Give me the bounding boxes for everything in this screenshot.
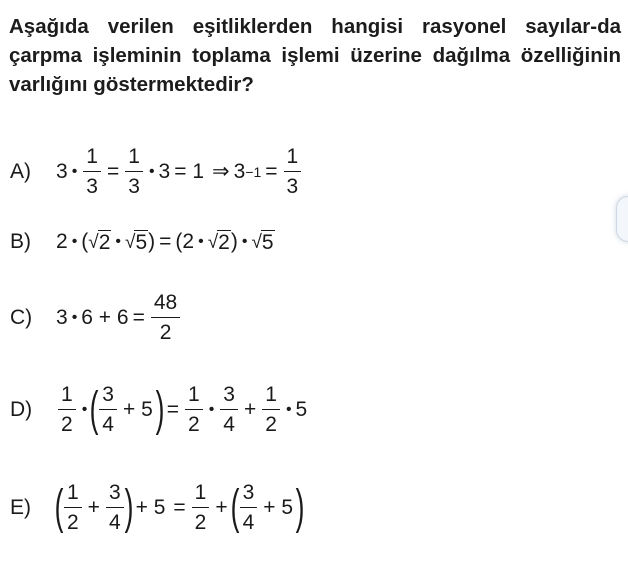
fraction: $\frac{3}{4}$ xyxy=(106,482,124,533)
option-letter: A) xyxy=(10,159,31,183)
option-e-expression: ( $\frac{1}{2}$ + $\frac{3}{4}$ ) + 5 = $\frac{1}{2}$ + ( $\frac{3}{4}$ + 5 ) xyxy=(54,480,305,534)
square-root: √ 2 xyxy=(88,231,111,254)
option-letter: C) xyxy=(10,305,33,329)
fraction: $\frac{1}{2}$ xyxy=(262,384,280,435)
square-root: √ 5 xyxy=(125,231,148,254)
fraction: $\frac{1}{3}$ xyxy=(83,146,101,197)
fraction: $\frac{1}{3}$ xyxy=(284,146,302,197)
option-d[interactable] xyxy=(10,384,307,435)
left-paren: ( xyxy=(230,480,239,534)
fraction: $\frac{1}{2}$ xyxy=(185,384,203,435)
option-b[interactable] xyxy=(10,230,275,254)
question-text: Aşağıda verilen eşitliklerden hangisi rasyonel sayılar-da çarpma işleminin toplama işlemi üzerine dağılma özelliğinin varlığını göstermektedir? xyxy=(9,15,621,96)
option-letter: D) xyxy=(10,397,33,421)
implies-arrow: ⇒ xyxy=(212,160,230,183)
option-d-expression: $\frac{1}{2}$ • ( $\frac{3}{4}$ + 5 ) = $\frac{1}{2}$ • $\frac{3}{4}$ + $\frac{1}{2}$ • 5 xyxy=(56,384,307,435)
fraction: $\frac{48}{2}$ xyxy=(151,292,180,343)
option-c-expression: 3 • 6 + 6 = $\frac{48}{2}$ xyxy=(56,292,182,343)
left-paren: ( xyxy=(54,480,64,534)
right-paren: ) xyxy=(124,480,134,534)
fraction: $\frac{1}{2}$ xyxy=(58,384,76,435)
fraction: $\frac{1}{2}$ xyxy=(64,482,82,533)
option-e[interactable] xyxy=(10,482,303,533)
option-b-expression: 2 • ( √ 2 • √ 5 ) = (2 • √ 2 ) • √ 5 xyxy=(56,230,274,254)
fraction: $\frac{1}{2}$ xyxy=(192,482,210,533)
square-root: √ 2 xyxy=(207,231,230,254)
option-a[interactable] xyxy=(10,146,303,197)
left-paren: ( xyxy=(89,382,99,436)
option-c[interactable] xyxy=(10,292,182,343)
right-paren: ) xyxy=(155,382,165,436)
edge-scroll-handle xyxy=(616,196,628,242)
fraction: $\frac{1}{3}$ xyxy=(125,146,143,197)
right-paren: ) xyxy=(295,480,305,534)
fraction: $\frac{3}{4}$ xyxy=(99,384,117,435)
option-letter: B) xyxy=(10,230,31,254)
option-a-expression: 3 • $\frac{1}{3}$ = $\frac{1}{3}$ • 3 = 1 ⇒ 3 −1 = $\frac{1}{3}$ xyxy=(56,146,303,197)
fraction: $\frac{3}{4}$ xyxy=(220,384,238,435)
square-root: √ 5 xyxy=(251,231,274,254)
option-letter: E) xyxy=(10,495,31,519)
fraction: $\frac{3}{4}$ xyxy=(240,482,258,533)
